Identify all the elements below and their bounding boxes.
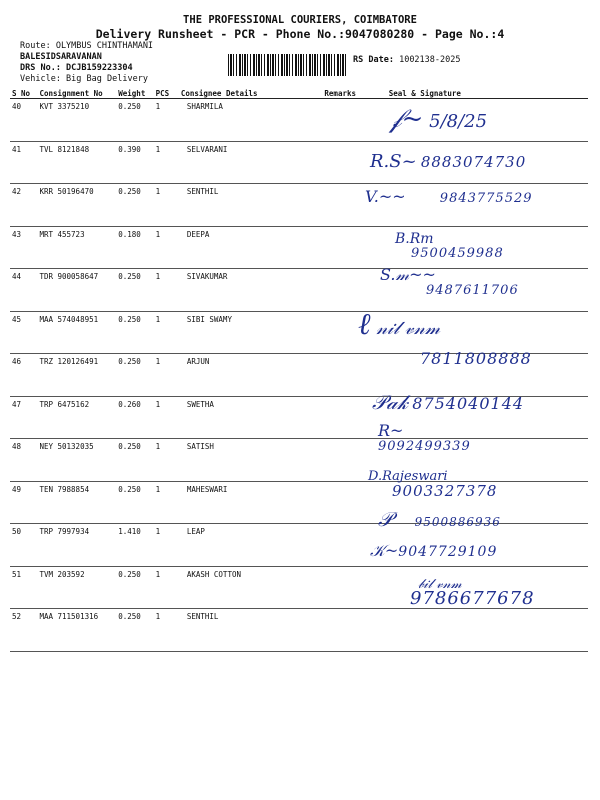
consignee-cell: ARJUN	[179, 354, 323, 397]
signature-phone: 9786677678	[410, 588, 535, 609]
sno-cell: 49	[10, 481, 37, 524]
pcs-cell: 1	[154, 439, 179, 482]
barcode	[228, 54, 346, 76]
route-label: Route: OLYMBUS CHINTHAMANI	[20, 41, 154, 51]
signature-phone: 9500459988	[411, 246, 504, 261]
drs-number: DRS No.: DCJB159223304	[20, 63, 133, 73]
handwritten-signature	[365, 187, 533, 206]
table-row	[10, 311, 588, 354]
signature-scribble-icon: B.Rm	[395, 231, 434, 247]
table-row	[10, 524, 588, 567]
handwritten-signature	[390, 104, 488, 134]
signature-phone: 9047729109	[398, 544, 498, 560]
handwritten-signature	[372, 390, 525, 414]
remarks-cell	[322, 609, 374, 652]
col-pcs: PCS	[154, 88, 179, 99]
signature-phone: 9843775529	[439, 191, 533, 206]
consignment-cell: TRP 6475162	[37, 396, 116, 439]
remarks-cell	[322, 396, 374, 439]
col-consignment: Consignment No	[37, 88, 116, 99]
remarks-cell	[322, 439, 374, 482]
pcs-cell: 1	[154, 99, 179, 142]
handwritten-signature	[378, 507, 501, 531]
signature-phone: 8883074730	[420, 153, 527, 171]
company-title: THE PROFESSIONAL COURIERS, COIMBATORE	[183, 14, 417, 26]
sno-cell: 42	[10, 184, 37, 227]
signature-phone: 8754040144	[412, 394, 525, 413]
remarks-cell	[322, 141, 374, 184]
col-remarks: Remarks	[322, 88, 374, 99]
signature-name: S.	[380, 265, 396, 284]
table-row	[10, 439, 588, 482]
consignee-cell: SIVAKUMAR	[179, 269, 323, 312]
consignment-cell: TVM 203592	[37, 566, 116, 609]
rs-date	[353, 55, 461, 65]
pcs-cell: 1	[154, 396, 179, 439]
weight-cell: 0.180	[116, 226, 153, 269]
pcs-cell: 1	[154, 481, 179, 524]
remarks-cell	[322, 99, 374, 142]
sno-cell: 46	[10, 354, 37, 397]
signature-scribble-icon: 𝓂~~	[395, 265, 436, 284]
handwritten-signature	[380, 265, 519, 298]
weight-cell: 0.250	[116, 184, 153, 227]
pcs-cell: 1	[154, 354, 179, 397]
col-sno: S No	[10, 88, 37, 99]
signature-cell	[375, 609, 588, 652]
sno-cell: 51	[10, 566, 37, 609]
sno-cell: 47	[10, 396, 37, 439]
handwritten-signature	[370, 151, 527, 172]
weight-cell: 0.250	[116, 439, 153, 482]
consignee-cell: SENTHIL	[179, 609, 323, 652]
table-row	[10, 609, 588, 652]
consignment-cell: KRR 50196470	[37, 184, 116, 227]
signature-scribble-icon: 𝒷𝒾𝓁 𝓋𝓃𝓂	[418, 577, 462, 592]
signature-scribble-icon: 𝒻~	[390, 104, 424, 134]
weight-cell: 0.250	[116, 311, 153, 354]
table-header-row	[10, 88, 588, 99]
consignment-cell: MAA 711501316	[37, 609, 116, 652]
pcs-cell: 1	[154, 269, 179, 312]
sno-cell: 52	[10, 609, 37, 652]
signature-scribble-icon: 𝓃𝒾𝓁 𝓋𝓃𝓂	[370, 318, 441, 339]
signature-date: 5/8/25	[429, 111, 488, 132]
sno-cell: 45	[10, 311, 37, 354]
signature-phone: 7811808888	[420, 349, 532, 368]
signature-scribble-icon: 𝒫𝒶𝓀	[372, 390, 409, 414]
delivery-boy-label: BALESIDSARAVANAN	[20, 52, 102, 62]
remarks-cell	[322, 524, 374, 567]
signature-scribble-icon: ℓ	[358, 307, 371, 342]
remarks-cell	[322, 269, 374, 312]
remarks-cell	[322, 226, 374, 269]
consignee-cell: SIBI SWAMY	[179, 311, 323, 354]
weight-cell: 0.250	[116, 481, 153, 524]
signature-scribble-icon: 𝑅~	[378, 421, 404, 440]
rs-date-label: RS Date:	[353, 55, 394, 65]
remarks-cell	[322, 481, 374, 524]
consignee-cell: AKASH COTTON	[179, 566, 323, 609]
pcs-cell: 1	[154, 184, 179, 227]
signature-name: D.Rajeswari	[368, 469, 448, 484]
sno-cell: 40	[10, 99, 37, 142]
signature-phone: 9092499339	[378, 439, 471, 454]
pcs-cell: 1	[154, 609, 179, 652]
consignee-cell: SATISH	[179, 439, 323, 482]
weight-cell: 0.250	[116, 566, 153, 609]
weight-cell: 0.250	[116, 269, 153, 312]
handwritten-signature	[368, 470, 497, 500]
consignment-cell: MAA 574048951	[37, 311, 116, 354]
pcs-cell: 1	[154, 524, 179, 567]
signature-phone: 9500886936	[414, 515, 501, 529]
sno-cell: 44	[10, 269, 37, 312]
signature-phone: 9003327378	[392, 482, 498, 500]
pcs-cell: 1	[154, 566, 179, 609]
signature-scribble-icon: R.S~	[370, 151, 417, 172]
handwritten-signature	[370, 541, 498, 560]
weight-cell: 0.250	[116, 99, 153, 142]
rs-date-value: 1002138-2025	[399, 55, 461, 65]
consignee-cell: SENTHIL	[179, 184, 323, 227]
handwritten-signature	[378, 421, 471, 454]
pcs-cell: 1	[154, 311, 179, 354]
sno-cell: 48	[10, 439, 37, 482]
consignee-cell: SWETHA	[179, 396, 323, 439]
consignment-cell: TVL 8121848	[37, 141, 116, 184]
vehicle-label: Vehicle: Big Bag Delivery	[20, 74, 148, 84]
consignment-cell: TRP 7997934	[37, 524, 116, 567]
table-row	[10, 99, 588, 142]
signature-phone: 9487611706	[426, 283, 519, 298]
remarks-cell	[322, 354, 374, 397]
consignee-cell: LEAP	[179, 524, 323, 567]
runsheet-title: Delivery Runsheet - PCR - Phone No.:9047080280 - Page No.:4	[95, 27, 505, 41]
col-signature: Seal & Signature	[375, 88, 588, 99]
consignee-cell: MAHESWARI	[179, 481, 323, 524]
consignment-cell: TDR 900058647	[37, 269, 116, 312]
weight-cell: 0.260	[116, 396, 153, 439]
sno-cell: 50	[10, 524, 37, 567]
signature-scribble-icon: 𝒫	[378, 507, 393, 531]
runsheet-table	[10, 88, 588, 652]
handwritten-signature	[420, 349, 532, 368]
table-row	[10, 481, 588, 524]
handwritten-signature	[358, 307, 441, 342]
pcs-cell: 1	[154, 226, 179, 269]
remarks-cell	[322, 566, 374, 609]
signature-name: V.	[365, 187, 379, 206]
consignment-cell: KVT 3375210	[37, 99, 116, 142]
weight-cell: 1.410	[116, 524, 153, 567]
handwritten-signature	[410, 578, 535, 608]
consignee-cell: SHARMILA	[179, 99, 323, 142]
handwritten-signature	[395, 232, 504, 261]
consignment-cell: TRZ 120126491	[37, 354, 116, 397]
weight-cell: 0.250	[116, 609, 153, 652]
weight-cell: 0.390	[116, 141, 153, 184]
col-weight: Weight	[116, 88, 153, 99]
sno-cell: 43	[10, 226, 37, 269]
col-consignee: Consignee Details	[179, 88, 323, 99]
consignment-cell: MRT 455723	[37, 226, 116, 269]
signature-scribble-icon: ~~	[378, 187, 406, 206]
signature-scribble-icon: 𝒦~	[370, 541, 399, 560]
consignment-cell: TEN 7988854	[37, 481, 116, 524]
pcs-cell: 1	[154, 141, 179, 184]
consignee-cell: SELVARANI	[179, 141, 323, 184]
consignee-cell: DEEPA	[179, 226, 323, 269]
sno-cell: 41	[10, 141, 37, 184]
weight-cell: 0.250	[116, 354, 153, 397]
consignment-cell: NEY 50132035	[37, 439, 116, 482]
